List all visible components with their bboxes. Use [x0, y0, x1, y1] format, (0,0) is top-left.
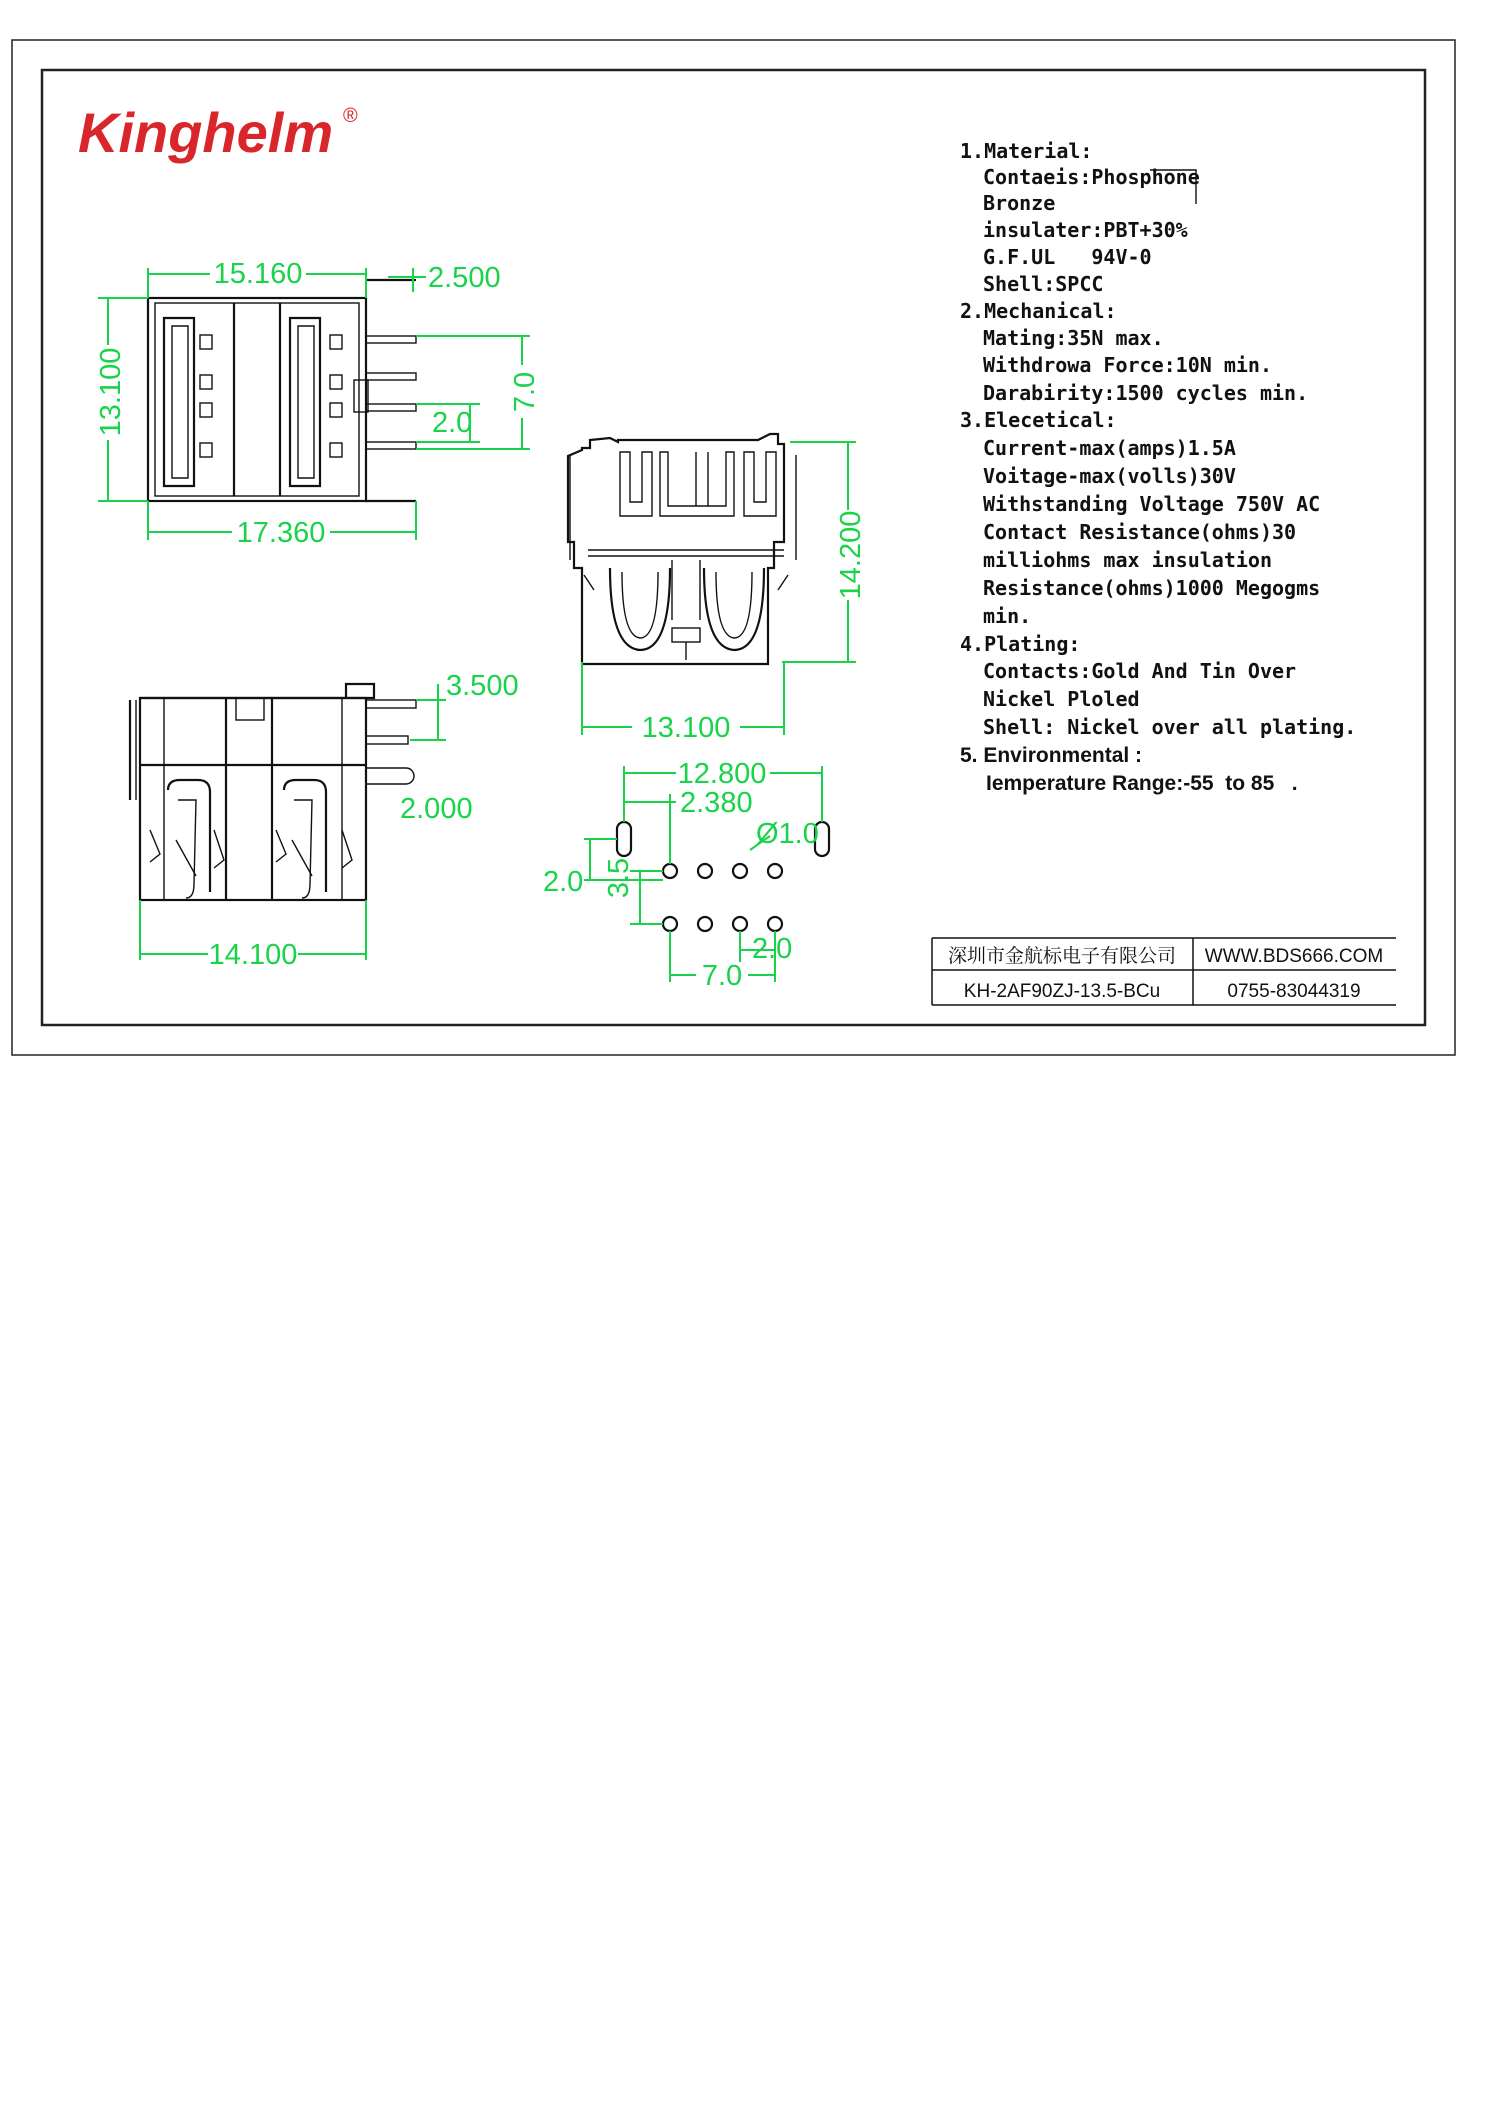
brand-logo: Kinghelm [78, 101, 334, 164]
dim-top-height: 13.100 [95, 347, 127, 437]
spec-environmental-heading: 5. Environmental : [960, 744, 1143, 767]
title-block [932, 938, 1396, 1005]
dim-top-pin-offset: 2.500 [428, 262, 501, 294]
registered-mark: ® [343, 105, 358, 127]
spec-material-line: G.F.UL 94V-0 [983, 245, 1152, 269]
spec-electrical-line: Resistance(ohms)1000 Megogms [983, 576, 1321, 600]
spec-material-line: Shell:SPCC [983, 272, 1104, 296]
spec-mechanical-line: Darabirity:1500 cycles min. [983, 381, 1309, 405]
spec-electrical-line: min. [983, 604, 1032, 628]
spec-material-heading: 1.Material: [960, 139, 1093, 163]
dim-pcb-pitch: 2.0 [752, 933, 793, 965]
dim-pcb-row-gap: 3.5 [603, 857, 635, 899]
side-view-dimensions [140, 670, 519, 971]
spec-material-line: Contaeis:Phosphone [983, 165, 1200, 189]
specifications [960, 139, 1356, 795]
side-view [130, 684, 416, 900]
spec-mechanical-line: Withdrowa Force:10N min. [983, 353, 1272, 377]
dim-side-pin-offset: 3.500 [446, 670, 519, 702]
spec-plating-line: Nickel Ploled [983, 687, 1140, 711]
title-website: WWW.BDS666.COM [1204, 946, 1384, 967]
dim-top-pin-span: 7.0 [509, 371, 541, 413]
title-phone: 0755-83044319 [1227, 981, 1361, 1002]
dim-side-pin-pitch: 2.000 [400, 793, 473, 825]
title-company: 深圳市金航标电子有限公司 [947, 946, 1177, 967]
dim-side-width: 14.100 [208, 939, 298, 971]
spec-electrical-line: Withstanding Voltage 750V AC [983, 492, 1321, 516]
spec-electrical-line: Contact Resistance(ohms)30 [983, 520, 1297, 544]
spec-material-line: Bronze [983, 191, 1056, 215]
dim-pcb-offset: 2.380 [680, 787, 753, 819]
spec-environmental-line: Iemperature Range:-55 to 85 . [986, 772, 1298, 795]
spec-plating-line: Shell: Nickel over all plating. [983, 715, 1357, 739]
spec-electrical-line: Current-max(amps)1.5A [983, 436, 1236, 460]
dim-pcb-slot-height: 2.0 [543, 866, 584, 898]
spec-electrical-line: Voitage-max(volls)30V [983, 464, 1236, 488]
front-view [568, 434, 796, 664]
title-part-number: KH-2AF90ZJ-13.5-BCu [963, 981, 1161, 1002]
spec-mechanical-line: Mating:35N max. [983, 326, 1164, 350]
spec-electrical-heading: 3.Elecetical: [960, 408, 1117, 432]
dim-top-width: 15.160 [213, 258, 303, 290]
dim-pcb-row-span: 7.0 [701, 960, 743, 992]
dim-top-overall-width: 17.360 [236, 517, 326, 549]
spec-plating-heading: 4.Plating: [960, 632, 1081, 656]
spec-plating-line: Contacts:Gold And Tin Over [983, 659, 1297, 683]
dim-front-height: 14.200 [835, 510, 867, 600]
spec-mechanical-heading: 2.Mechanical: [960, 299, 1117, 323]
top-view-dimensions [95, 258, 541, 549]
dim-pcb-hole-dia: Ø1.0 [756, 818, 819, 850]
spec-electrical-line: milliohms max insulation [983, 548, 1272, 572]
top-view [148, 280, 416, 501]
dim-front-width: 13.100 [641, 712, 731, 744]
spec-material-line: insulater:PBT+30% [983, 218, 1188, 242]
front-view-dimensions [582, 442, 867, 744]
dim-top-pin-pitch: 2.0 [432, 407, 473, 439]
dim-pcb-span: 12.800 [677, 758, 767, 790]
